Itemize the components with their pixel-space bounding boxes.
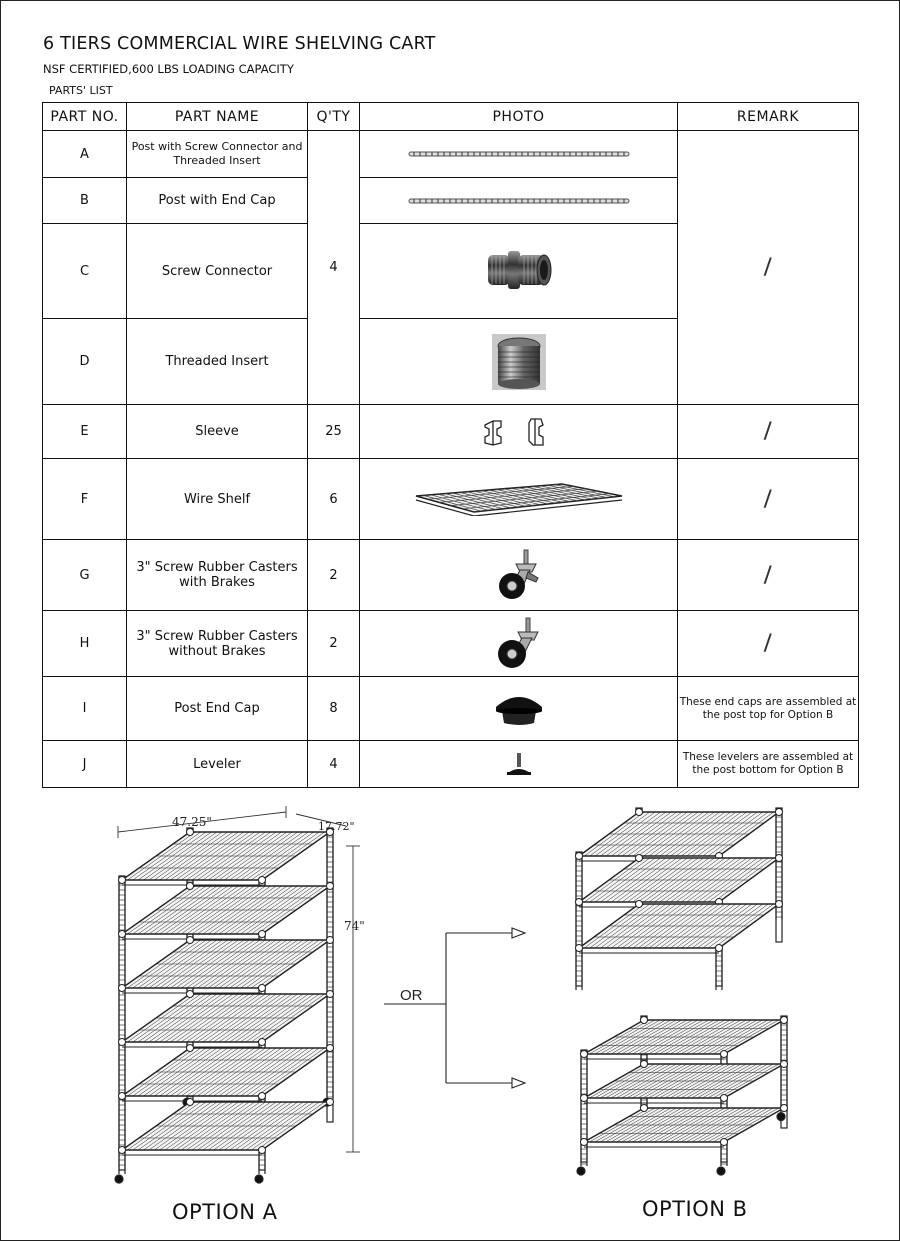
part-no-cell: G (43, 540, 127, 611)
part-no-cell: F (43, 459, 127, 540)
caster-with-brake-icon (494, 548, 544, 602)
part-name-cell: Threaded Insert (127, 319, 308, 405)
photo-cell (360, 611, 678, 677)
or-label: OR (400, 987, 423, 1004)
width-dimension: 47.25" (172, 815, 212, 829)
threaded-insert-icon (490, 332, 548, 392)
option-a-diagram (100, 800, 400, 1190)
qty-cell: 25 (308, 405, 360, 459)
remark-cell: These end caps are assembled at the post top for Option B (678, 677, 859, 741)
part-name-line: 3" Screw Rubber Casters (136, 560, 298, 575)
remark-cell (678, 131, 859, 405)
qty-cell: 4 (308, 741, 360, 788)
part-name-line: 3" Screw Rubber Casters (136, 628, 298, 644)
qty-cell: 4 (308, 131, 360, 405)
table-row (43, 611, 859, 677)
photo-cell (360, 319, 678, 405)
qty-cell: 8 (308, 677, 360, 741)
height-dimension: 74" (344, 919, 365, 933)
remark-cell: These levelers are assembled at the post bottom for Option B (678, 741, 859, 788)
remark-slash: / (763, 255, 773, 280)
part-no-cell: E (43, 405, 127, 459)
post-with-connector-icon (408, 150, 630, 158)
table-header-row (43, 103, 859, 131)
header-part-name: PART NAME (127, 103, 308, 131)
sleeve-icon (479, 415, 559, 449)
part-no-cell: B (43, 178, 127, 224)
parts-table (42, 102, 859, 788)
post-with-end-cap-icon (408, 197, 630, 205)
remark-slash: / (763, 631, 773, 656)
part-no-cell: I (43, 677, 127, 741)
screw-connector-icon (484, 245, 554, 297)
header-remark: REMARK (678, 103, 859, 131)
photo-cell (360, 131, 678, 178)
table-row (43, 741, 859, 788)
document-title: 6 TIERS COMMERCIAL WIRE SHELVING CART (43, 34, 436, 54)
remark-cell (678, 611, 859, 677)
qty-cell: 2 (308, 540, 360, 611)
document-subtitle: NSF CERTIFIED,600 LBS LOADING CAPACITY (43, 62, 294, 76)
part-name-cell: Post with End Cap (127, 178, 308, 224)
photo-cell (360, 224, 678, 319)
parts-list-label: PARTS' LIST (49, 84, 113, 97)
caster-icon (492, 616, 546, 672)
part-name-cell: Sleeve (127, 405, 308, 459)
remark-slash: / (763, 562, 773, 588)
wire-shelf-icon (412, 482, 626, 516)
depth-dimension: 17.72" (318, 820, 355, 833)
photo-cell (360, 405, 678, 459)
remark-cell (678, 405, 859, 459)
table-row (43, 405, 859, 459)
photo-cell (360, 540, 678, 611)
part-name-line: with Brakes (179, 575, 255, 590)
part-no-cell: D (43, 319, 127, 405)
part-name-cell (127, 611, 308, 677)
part-name-cell (127, 540, 308, 611)
photo-cell (360, 741, 678, 788)
end-cap-icon (492, 691, 546, 727)
option-b-diagram-top (565, 800, 795, 995)
table-row (43, 540, 859, 611)
remark-slash: / (763, 419, 773, 444)
part-no-cell: A (43, 131, 127, 178)
part-name-line: without Brakes (168, 643, 266, 659)
photo-cell (360, 178, 678, 224)
table-row (43, 677, 859, 741)
or-arrows (380, 925, 530, 1090)
remark-cell (678, 459, 859, 540)
part-name-cell: Post with Screw Connector and Threaded Insert (127, 131, 308, 178)
part-name-cell: Leveler (127, 741, 308, 788)
qty-cell: 2 (308, 611, 360, 677)
table-row (43, 459, 859, 540)
remark-cell (678, 540, 859, 611)
option-a-label: OPTION A (172, 1200, 278, 1224)
header-part-no: PART NO. (43, 103, 127, 131)
qty-cell: 6 (308, 459, 360, 540)
part-name-cell: Post End Cap (127, 677, 308, 741)
photo-cell (360, 459, 678, 540)
leveler-icon (504, 751, 534, 777)
part-no-cell: H (43, 611, 127, 677)
table-row (43, 131, 859, 178)
photo-cell (360, 677, 678, 741)
option-b-label: OPTION B (642, 1197, 748, 1221)
header-qty: Q'TY (308, 103, 360, 131)
header-photo: PHOTO (360, 103, 678, 131)
part-name-cell: Screw Connector (127, 224, 308, 319)
part-no-cell: J (43, 741, 127, 788)
option-b-diagram-bottom (570, 1008, 800, 1188)
remark-slash: / (763, 486, 773, 512)
part-no-cell: C (43, 224, 127, 319)
part-name-cell: Wire Shelf (127, 459, 308, 540)
